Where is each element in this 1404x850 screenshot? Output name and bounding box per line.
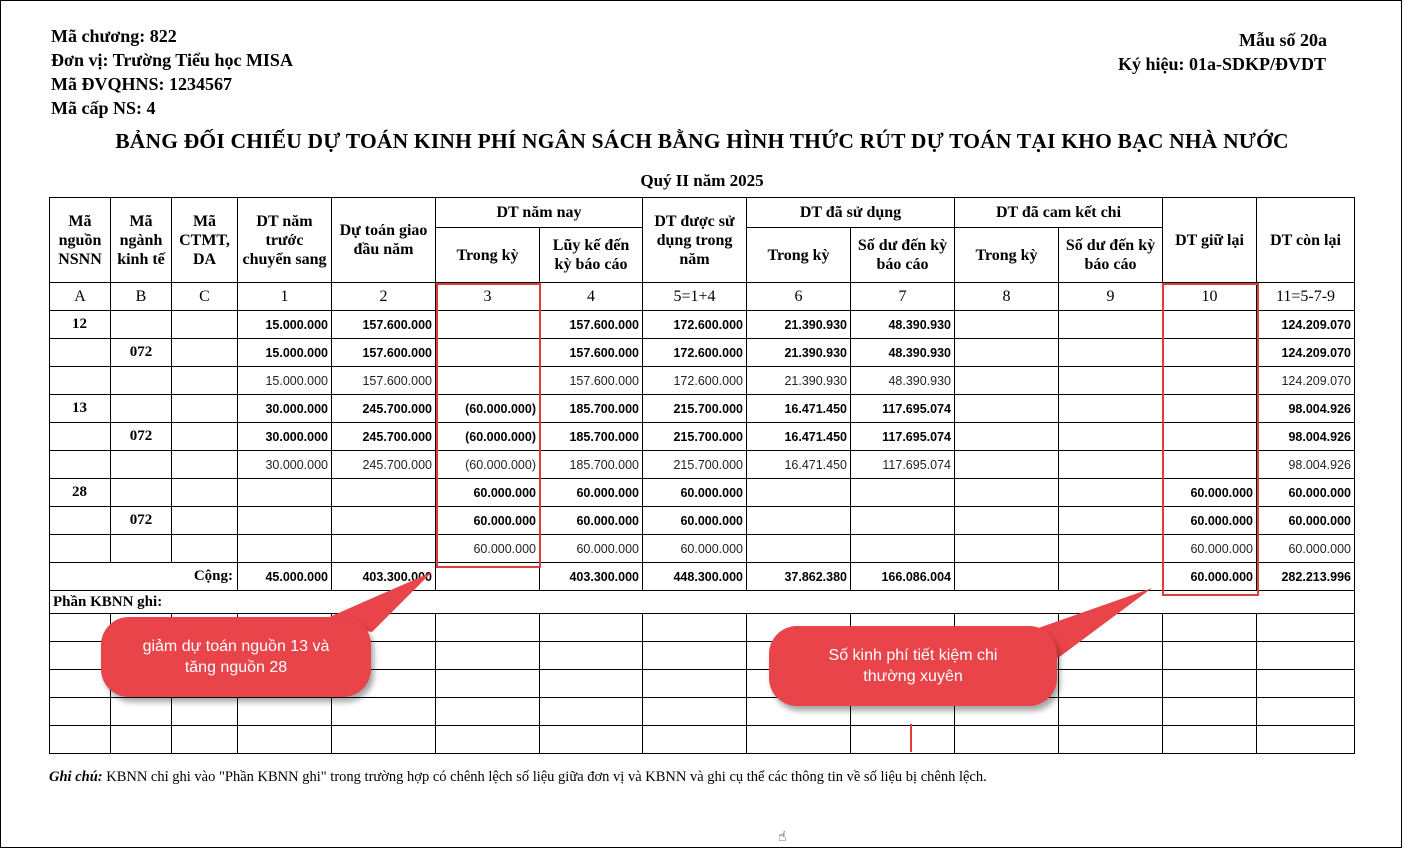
cell-value: 98.004.926 [1257,395,1355,423]
total-cell: 282.213.996 [1257,563,1355,591]
unit-code: Mã ĐVQHNS: 1234567 [51,74,232,94]
cell-value: 157.600.000 [332,311,436,339]
footnote-text: KBNN chỉ ghi vào "Phần KBNN ghi" trong trường hợp có chênh lệch số liệu giữa đơn vị và KBNN và ghi cụ thể các thông tin về số liệu bị chênh lệch. [102,769,987,785]
cell-value: 117.695.074 [851,451,955,479]
col-dt-cam-ket: DT đã cam kết chi [955,198,1163,228]
callout-right [769,626,1057,706]
total-cell: 37.862.380 [747,563,851,591]
col-trong-ky-3: Trong kỳ [955,228,1059,283]
cell-value: 60.000.000 [1257,535,1355,563]
cell-value: (60.000.000) [436,423,540,451]
form-number: Mẫu số 20a [1238,30,1327,50]
col-ma-ctmt: Mã CTMT, DA [172,198,238,283]
cell-ma-nganh: 072 [111,339,172,367]
cell-value: 245.700.000 [332,395,436,423]
index-cell: 2 [332,283,436,311]
cell-value: 245.700.000 [332,451,436,479]
cell-value: 16.471.450 [747,423,851,451]
cell-value: (60.000.000) [436,451,540,479]
total-cell: 403.300.000 [540,563,643,591]
col-dt-truoc: DT năm trước chuyển sang [238,198,332,283]
cell-value: 124.209.070 [1257,339,1355,367]
cell-value: 60.000.000 [643,507,747,535]
col-dt-giu-lai: DT giữ lại [1163,198,1257,283]
index-cell: 10 [1163,283,1257,311]
index-cell: 7 [851,283,955,311]
cell-value: 245.700.000 [332,423,436,451]
cell-ma-nganh: 072 [111,507,172,535]
cell-value: 185.700.000 [540,423,643,451]
kbnn-label: Phần KBNN ghi: [50,591,1355,614]
index-cell: 5=1+4 [643,283,747,311]
cell-value: 60.000.000 [1163,507,1257,535]
cell-value: 60.000.000 [1257,507,1355,535]
col-dt-duoc-su-dung: DT được sử dụng trong năm [643,198,747,283]
cell-value: 60.000.000 [540,479,643,507]
col-dt-da-su-dung: DT đã sử dụng [747,198,955,228]
cell-value: 15.000.000 [238,339,332,367]
index-cell: 4 [540,283,643,311]
cell-value: 16.471.450 [747,395,851,423]
callout-left [101,617,371,697]
cell-value: 117.695.074 [851,395,955,423]
cell-value: 157.600.000 [332,367,436,395]
callout-right-text: Số kinh phí tiết kiệm chi thường xuyên [828,647,998,685]
cell-value: 15.000.000 [238,367,332,395]
index-cell: 11=5-7-9 [1257,283,1355,311]
index-cell: A [50,283,111,311]
cell-value: 30.000.000 [238,451,332,479]
cell-value: 215.700.000 [643,423,747,451]
col-du-toan-giao: Dự toán giao đầu năm [332,198,436,283]
cell-value: 60.000.000 [1257,479,1355,507]
callout-left-text: giảm dự toán nguồn 13 và tăng nguồn 28 [142,638,330,676]
cell-ma-nguon: 13 [50,395,111,423]
col-luy-ke: Lũy kế đến kỳ báo cáo [540,228,643,283]
cell-value: 157.600.000 [540,311,643,339]
cell-value: 185.700.000 [540,395,643,423]
cell-value: 98.004.926 [1257,423,1355,451]
unit-name: Đơn vị: Trường Tiểu học MISA [51,50,293,70]
cell-value: 15.000.000 [238,311,332,339]
index-cell: B [111,283,172,311]
report-title: BẢNG ĐỐI CHIẾU DỰ TOÁN KINH PHÍ NGÂN SÁCH BẰNG HÌNH THỨC RÚT DỰ TOÁN TẠI KHO BẠC NHÀ NƯỚC [115,129,1289,153]
index-cell: C [172,283,238,311]
index-cell: 9 [1059,283,1163,311]
cell-value: 215.700.000 [643,451,747,479]
total-cell: 403.300.000 [332,563,436,591]
text-cursor-mark [910,724,912,752]
index-cell: 8 [955,283,1059,311]
total-cell: 60.000.000 [1163,563,1257,591]
cell-value: 157.600.000 [540,367,643,395]
cell-value: 48.390.930 [851,311,955,339]
cell-value: 60.000.000 [643,479,747,507]
col-ma-nguon: Mã nguồn NSNN [50,198,111,283]
cell-value: 21.390.930 [747,311,851,339]
cell-value: 16.471.450 [747,451,851,479]
cell-value: 172.600.000 [643,339,747,367]
cell-value: 48.390.930 [851,367,955,395]
total-label: Cộng: [50,563,238,591]
cell-value: 98.004.926 [1257,451,1355,479]
total-cell: 166.086.004 [851,563,955,591]
cell-value: 30.000.000 [238,423,332,451]
hand-cursor-icon: ☝ [778,829,787,845]
cell-value: 117.695.074 [851,423,955,451]
cell-value: 157.600.000 [540,339,643,367]
index-cell: 3 [436,283,540,311]
col-dt-con-lai: DT còn lại [1257,198,1355,283]
cell-value: 60.000.000 [540,507,643,535]
col-trong-ky-1: Trong kỳ [436,228,540,283]
cell-ma-nganh: 072 [111,423,172,451]
cell-value: 60.000.000 [1163,479,1257,507]
cell-value: 157.600.000 [332,339,436,367]
total-cell: 45.000.000 [238,563,332,591]
cell-value: 60.000.000 [1163,535,1257,563]
cell-ma-nguon: 12 [50,311,111,339]
cell-value: 48.390.930 [851,339,955,367]
cell-value: 172.600.000 [643,311,747,339]
cell-ma-nguon: 28 [50,479,111,507]
budget-level: Mã cấp NS: 4 [51,98,156,118]
chapter-code: Mã chương: 822 [51,26,177,46]
col-dt-nam-nay: DT năm nay [436,198,643,228]
cell-value: 124.209.070 [1257,311,1355,339]
form-symbol: Ký hiệu: 01a-SDKP/ĐVDT [1117,54,1326,74]
cell-value: 30.000.000 [238,395,332,423]
report-period: Quý II năm 2025 [640,171,764,190]
cell-value: 21.390.930 [747,367,851,395]
footnote-label: Ghi chú: [49,769,103,785]
index-cell: 6 [747,283,851,311]
col-trong-ky-2: Trong kỳ [747,228,851,283]
cell-value: 60.000.000 [540,535,643,563]
cell-value: (60.000.000) [436,395,540,423]
index-cell: 1 [238,283,332,311]
cell-value: 21.390.930 [747,339,851,367]
total-cell: 448.300.000 [643,563,747,591]
cell-value: 60.000.000 [643,535,747,563]
col-so-du-2: Số dư đến kỳ báo cáo [1059,228,1163,283]
col-ma-nganh: Mã ngành kinh tế [111,198,172,283]
cell-value: 60.000.000 [436,507,540,535]
cell-value: 124.209.070 [1257,367,1355,395]
cell-value: 215.700.000 [643,395,747,423]
cell-value: 172.600.000 [643,367,747,395]
cell-value: 60.000.000 [436,479,540,507]
cell-value: 185.700.000 [540,451,643,479]
cell-value: 60.000.000 [436,535,540,563]
col-so-du-1: Số dư đến kỳ báo cáo [851,228,955,283]
